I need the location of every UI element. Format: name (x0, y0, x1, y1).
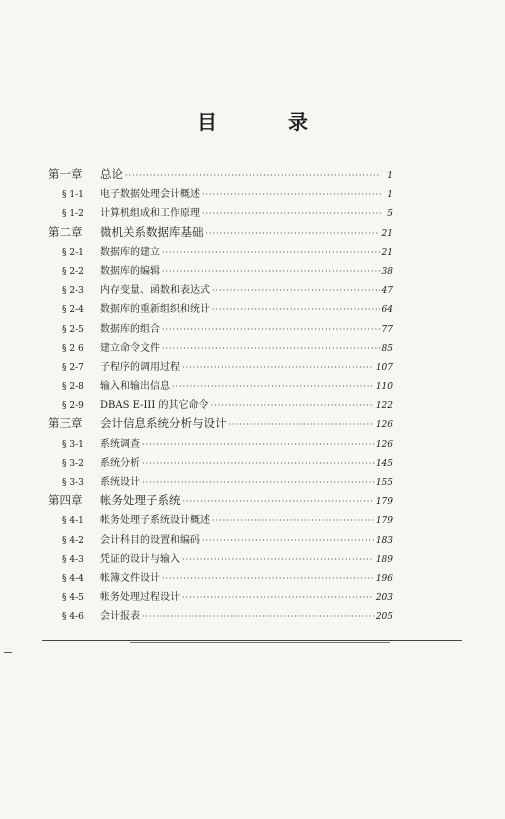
toc-entry-title: 数据库的组合 (100, 323, 160, 335)
toc-entry-number: § 1-2 (62, 209, 84, 220)
toc-section-row[interactable] (48, 454, 393, 473)
toc-entry-title: 会计科目的设置和编码 (100, 534, 200, 546)
toc-section-row[interactable] (48, 531, 393, 550)
toc-page-number: 145 (375, 458, 393, 469)
toc-entry-title: 帐务处理子系统 (100, 493, 181, 508)
toc-page-number: 179 (375, 497, 393, 508)
toc-leader-dots (212, 305, 380, 314)
footer-divider (42, 640, 462, 641)
toc-section-row[interactable] (48, 607, 393, 626)
toc-leader-dots (211, 401, 374, 410)
toc-leader-dots (142, 612, 374, 621)
toc-entry-title: 系统分析 (100, 457, 140, 469)
toc-entry-number: § 2-2 (62, 266, 84, 277)
toc-entry-title: 系统调查 (100, 438, 140, 450)
toc-entry-title: 系统设计 (100, 477, 140, 488)
toc-entry-number: 第一章 (48, 167, 83, 181)
toc-section-row[interactable] (48, 204, 393, 223)
toc-leader-dots (142, 478, 374, 487)
toc-entry-number: § 2-4 (62, 305, 84, 316)
toc-page-number: 77 (381, 324, 393, 335)
toc-entry-number: § 4-5 (62, 593, 84, 604)
toc-chapter-row[interactable] (48, 492, 393, 511)
toc-page-number: 110 (375, 382, 393, 393)
table-of-contents (48, 166, 393, 627)
toc-entry-title: 总论 (100, 167, 123, 181)
toc-page-number: 21 (381, 228, 393, 239)
toc-entry-number: § 1-1 (62, 190, 84, 201)
toc-entry-number: 第三章 (48, 416, 83, 431)
toc-entry-number: § 4-3 (62, 554, 84, 565)
toc-leader-dots (182, 363, 374, 372)
toc-entry-title: 计算机组成和工作原理 (100, 208, 200, 220)
toc-section-row[interactable] (48, 588, 393, 607)
toc-page-number: 179 (375, 516, 393, 527)
toc-section-row[interactable] (48, 511, 393, 530)
toc-page-number: 64 (381, 305, 393, 316)
page-title: 目 录 (197, 110, 340, 134)
toc-page-number: 126 (375, 439, 393, 450)
toc-entry-number: § 4-4 (62, 573, 84, 584)
toc-leader-dots (212, 286, 380, 295)
toc-entry-number: § 2 6 (62, 343, 84, 354)
toc-page-number: 107 (375, 362, 393, 373)
toc-section-row[interactable] (48, 377, 393, 396)
toc-entry-number: § 2-7 (62, 362, 84, 373)
toc-entry-number: § 2-3 (62, 286, 84, 297)
toc-leader-dots (183, 497, 374, 506)
footer-divider-secondary (130, 642, 390, 643)
toc-page-number: 122 (375, 401, 393, 412)
toc-section-row[interactable] (48, 435, 393, 454)
toc-leader-dots (125, 171, 381, 180)
toc-page-number: 38 (381, 266, 393, 277)
toc-section-row[interactable] (48, 473, 393, 492)
toc-entry-title: 数据库的建立 (100, 246, 160, 258)
toc-page-number: 47 (381, 286, 393, 297)
toc-entry-number: § 4-1 (62, 516, 84, 527)
toc-leader-dots (229, 420, 374, 429)
toc-entry-number: § 2-9 (62, 401, 84, 412)
toc-page-number: 1 (387, 190, 393, 201)
toc-entry-title: 会计信息系统分析与设计 (100, 416, 227, 431)
toc-page-number: 155 (375, 478, 393, 488)
toc-entry-title: 凭证的设计与输入 (100, 553, 180, 565)
toc-entry-title: 会计报表 (100, 611, 140, 623)
toc-section-row[interactable] (48, 396, 393, 415)
toc-section-row[interactable] (48, 300, 393, 319)
toc-section-row[interactable] (48, 185, 393, 204)
toc-section-row[interactable] (48, 320, 393, 339)
toc-page-number: 205 (375, 612, 393, 623)
toc-leader-dots (162, 267, 380, 276)
toc-page-number: 189 (375, 554, 393, 565)
toc-entry-title: 帐务处理子系统设计概述 (100, 515, 210, 527)
toc-leader-dots (206, 229, 380, 238)
toc-leader-dots (142, 440, 374, 449)
toc-entry-number: § 4-2 (62, 535, 84, 546)
toc-section-row[interactable] (48, 243, 393, 262)
toc-entry-number: § 3-1 (62, 439, 84, 450)
toc-page-number: 21 (381, 247, 393, 258)
toc-section-row[interactable] (48, 569, 393, 588)
toc-entry-number: § 2-8 (62, 382, 84, 393)
toc-entry-title: 内存变量、函数和表达式 (100, 285, 210, 297)
toc-entry-title: 子程序的调用过程 (100, 361, 180, 373)
toc-entry-title: 数据库的重新组织和统计 (100, 304, 210, 316)
toc-page-number: 196 (375, 573, 393, 584)
toc-leader-dots (162, 248, 380, 257)
toc-leader-dots (162, 574, 374, 583)
toc-leader-dots (182, 555, 374, 564)
scan-edge-mark (4, 652, 12, 653)
toc-page-number: 126 (375, 420, 393, 431)
toc-leader-dots (202, 190, 381, 199)
toc-chapter-row[interactable] (48, 415, 393, 434)
toc-entry-title: 帐务处理过程设计 (100, 592, 180, 604)
toc-leader-dots (142, 459, 374, 468)
toc-entry-number: § 3-2 (62, 458, 84, 469)
toc-page-number: 1 (387, 171, 393, 181)
toc-entry-title: 输入和输出信息 (100, 381, 170, 393)
toc-entry-title: 帐簿文件设计 (100, 572, 160, 584)
toc-entry-number: § 4-6 (62, 612, 84, 623)
toc-entry-title: 微机关系数据库基础 (100, 224, 204, 239)
toc-leader-dots (182, 593, 374, 602)
toc-section-row[interactable] (48, 339, 393, 358)
toc-entry-title: DBAS E-III 的其它命令 (100, 400, 209, 412)
toc-page-number: 183 (375, 535, 393, 546)
toc-section-row[interactable] (48, 281, 393, 300)
toc-chapter-row[interactable] (48, 166, 393, 185)
toc-section-row[interactable] (48, 550, 393, 569)
toc-entry-number: § 3-3 (62, 478, 84, 488)
toc-leader-dots (202, 209, 381, 218)
toc-entry-title: 电子数据处理会计概述 (100, 189, 200, 201)
toc-leader-dots (162, 325, 380, 334)
toc-page-number: 203 (375, 593, 393, 604)
toc-entry-number: § 2-1 (62, 247, 84, 258)
toc-entry-number: 第二章 (48, 224, 83, 239)
toc-entry-title: 数据库的编辑 (100, 265, 160, 277)
toc-leader-dots (202, 536, 374, 545)
toc-leader-dots (172, 382, 374, 391)
toc-section-row[interactable] (48, 358, 393, 377)
toc-page-number: 85 (381, 343, 393, 354)
toc-chapter-row[interactable] (48, 224, 393, 243)
toc-entry-number: 第四章 (48, 493, 83, 508)
toc-entry-number: § 2-5 (62, 324, 84, 335)
toc-entry-title: 建立命令文件 (100, 342, 160, 354)
toc-page-number: 5 (387, 209, 393, 220)
toc-leader-dots (212, 516, 374, 525)
toc-leader-dots (162, 344, 380, 353)
toc-section-row[interactable] (48, 262, 393, 281)
